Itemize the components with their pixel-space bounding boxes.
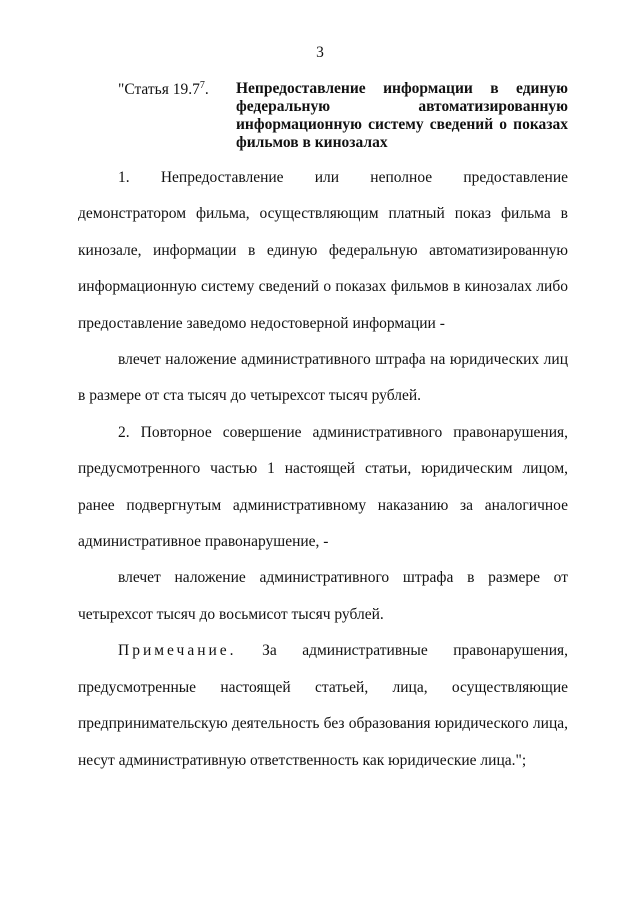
note-label: Примечание.	[118, 642, 237, 660]
article-label	[118, 80, 209, 99]
paragraph-part-2: 2. Повторное совершение административного правонарушения, предусмотренного частью 1 настоящей статьи, юридическим лицом, ранее подвергнутым административному наказанию за аналогичное административное правонарушение, -	[78, 423, 568, 551]
article-label-text: "Статья 19.7	[118, 81, 200, 98]
paragraph-penalty-2: влечет наложение административного штрафа в размере от четырехсот тысяч до восьмисот тысяч рублей.	[78, 569, 568, 623]
page-number: 3	[316, 44, 324, 61]
paragraph-penalty-1: влечет наложение административного штрафа на юридических лиц в размере от ста тысяч до четырехсот тысяч рублей.	[78, 351, 568, 405]
note-text: За административные правонарушения, предусмотренные настоящей статьей, лица, осуществляющие предпринимательскую деятельность без образования юридического лица, несут административную ответственность как юридические лица.";	[78, 642, 568, 769]
article-label-tail: .	[204, 81, 209, 98]
paragraph-part-1: 1. Непредоставление или неполное предоставление демонстратором фильма, осуществляющим платный показ фильма в кинозале, информации в единую федеральную автоматизированную информационную систему сведений о показах фильмов в кинозалах либо предоставление заведомо недостоверной информации -	[78, 169, 568, 332]
paragraph-note	[78, 633, 568, 779]
article-title: Непредоставление информации в единую федеральную автоматизированную информационную систему сведений о показах фильмов в кинозалах	[236, 80, 568, 151]
article-label-superscript: 7	[199, 80, 205, 91]
article-body	[78, 160, 568, 779]
